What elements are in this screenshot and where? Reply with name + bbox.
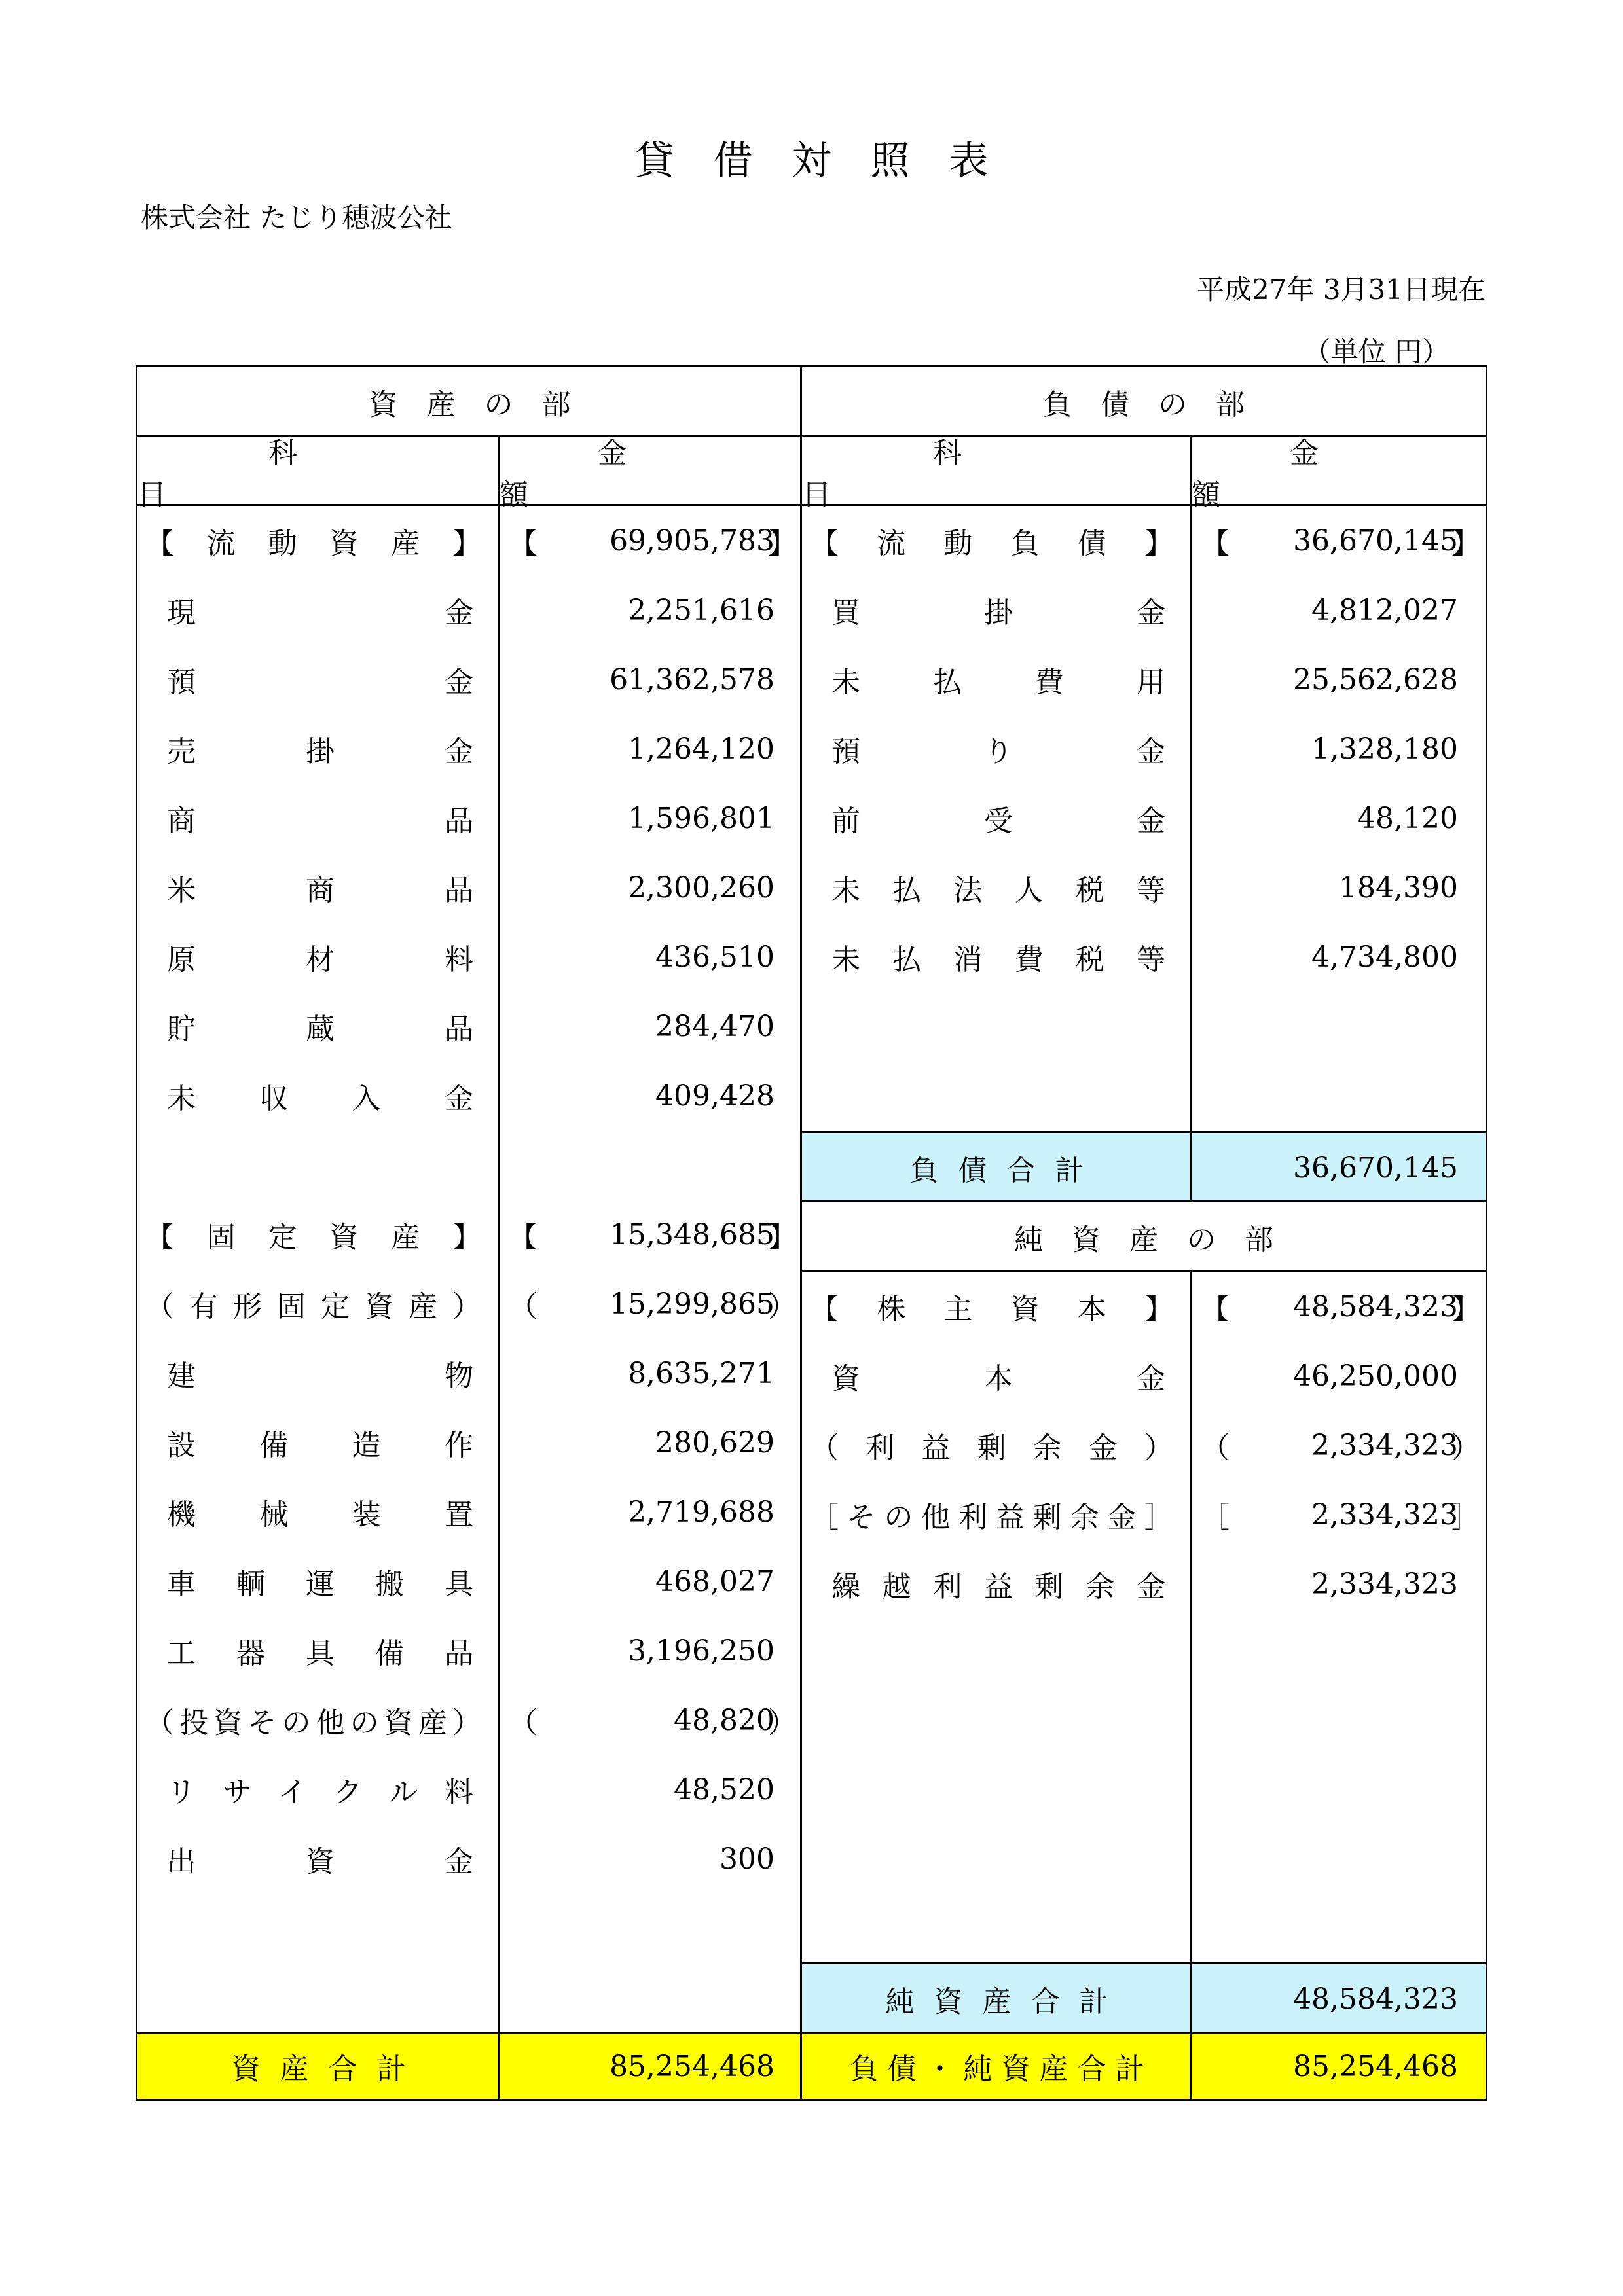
line-item-label <box>802 922 1192 992</box>
liabilities-net-assets-total-amount: 85,254,468 <box>1293 2049 1458 2083</box>
line-item-amount: 48,820 （ ） <box>500 1685 802 1755</box>
line-item-amount: 1,264,120 <box>628 732 775 766</box>
label-char: 余 <box>1032 1431 1062 1465</box>
label-char: 原 <box>167 943 196 977</box>
label-char: 人 <box>1014 874 1044 907</box>
label-char: 動 <box>268 527 297 560</box>
label-char: 用 <box>1136 666 1165 699</box>
amount-close-bracket: ］ <box>1451 1501 1480 1534</box>
amount-close-bracket: ） <box>1451 1431 1480 1465</box>
line-item-amount: 436,510 <box>655 940 775 974</box>
label-char: 未 <box>167 1082 196 1115</box>
amount-close-bracket: ） <box>768 1290 797 1323</box>
label-char: 掛 <box>984 596 1013 630</box>
line-item-label <box>802 853 1192 922</box>
unit-note: （単位 円） <box>1303 336 1450 368</box>
label-char: 他 <box>316 1706 345 1740</box>
label-char: 金 <box>445 1845 473 1878</box>
label-char: ［ <box>810 1501 839 1534</box>
net-assets-total-amount: 48,584,323 <box>1293 1982 1458 2016</box>
amount-open-bracket: （ <box>1201 1431 1230 1465</box>
label-char: 剰 <box>1032 1501 1062 1534</box>
label-char: 置 <box>444 1498 473 1532</box>
label-char: 払 <box>933 666 962 699</box>
label-char: 【 <box>145 527 174 560</box>
label-char: 具 <box>306 1637 335 1670</box>
label-char: 蔵 <box>306 1013 335 1046</box>
label-char: そ <box>847 1501 876 1534</box>
line-item-label <box>802 1480 1192 1549</box>
label-char: 品 <box>445 1637 473 1670</box>
company-name: 株式会社 たじり穂波公社 <box>141 202 452 234</box>
label-char: 現 <box>167 596 196 630</box>
label-char: 金 <box>444 1082 473 1115</box>
label-char: 収 <box>259 1082 289 1115</box>
line-item-amount: 468,027 <box>655 1564 775 1598</box>
label-char: 預 <box>167 666 196 699</box>
label-char: 等 <box>1136 943 1165 977</box>
line-item-label <box>802 714 1192 783</box>
label-char: 貯 <box>167 1013 196 1046</box>
label-char: 他 <box>921 1501 951 1534</box>
amount-open-bracket: （ <box>509 1290 538 1323</box>
label-char: 資 <box>384 1706 413 1740</box>
label-char: 米 <box>167 874 196 907</box>
line-item-amount: 3,196,250 <box>628 1634 775 1668</box>
label-char: の <box>350 1706 379 1740</box>
line-item-label <box>137 853 500 922</box>
assets-total-label: 資産合計 <box>231 2053 426 2086</box>
line-item-amount: 36,670,145 【 】 <box>1192 506 1486 575</box>
net-assets-total-label: 純資産合計 <box>885 1985 1128 2018</box>
line-item-label <box>137 1338 500 1408</box>
label-char: 出 <box>167 1845 196 1878</box>
label-char: 未 <box>831 874 860 907</box>
label-char: 動 <box>943 527 973 560</box>
label-char: 【 <box>145 1221 174 1254</box>
label-char: ］ <box>1144 1501 1173 1534</box>
label-char: 金 <box>1088 1431 1118 1465</box>
line-item-amount: 48,584,323 【 】 <box>1192 1272 1486 1341</box>
line-item-amount: 2,334,323 （ ） <box>1192 1410 1486 1480</box>
line-item-label <box>137 1130 500 1200</box>
label-char: 金 <box>1137 735 1165 768</box>
rule <box>137 504 1486 506</box>
label-char: 流 <box>206 527 236 560</box>
label-char: 未 <box>831 943 860 977</box>
label-char: り <box>984 735 1013 768</box>
label-char: 本 <box>1077 1293 1106 1326</box>
line-item-amount: 2,251,616 <box>628 593 775 627</box>
label-char: 機 <box>167 1498 196 1532</box>
document-title: 貸借対照表 <box>634 138 1028 184</box>
rule <box>137 435 1486 437</box>
line-item-amount: 46,250,000 <box>1293 1359 1458 1393</box>
label-char: 定 <box>268 1221 297 1254</box>
label-char: 余 <box>1070 1501 1099 1534</box>
label-char: 利 <box>933 1570 962 1604</box>
label-char: 定 <box>321 1290 350 1323</box>
label-char: 剰 <box>977 1431 1006 1465</box>
line-item-label <box>137 922 500 992</box>
label-char: リ <box>167 1776 196 1809</box>
label-char: 具 <box>445 1568 473 1601</box>
label-char: 品 <box>445 874 473 907</box>
label-char: ル <box>389 1776 418 1809</box>
label-char: 金 <box>1107 1501 1137 1534</box>
label-char: の <box>282 1706 311 1740</box>
line-item-amount <box>500 1130 802 1200</box>
rule <box>1190 437 1192 1202</box>
line-item-label <box>802 645 1192 714</box>
line-item-label <box>802 1549 1192 1619</box>
label-char: 費 <box>1014 943 1044 977</box>
label-char: 商 <box>306 874 335 907</box>
label-char: 産 <box>409 1290 437 1323</box>
label-char: 資 <box>1010 1293 1040 1326</box>
label-char: 資 <box>831 1362 860 1395</box>
label-char: イ <box>278 1776 307 1809</box>
label-char: 益 <box>921 1431 951 1465</box>
label-char: （ <box>145 1706 174 1740</box>
line-item-amount: 48,120 <box>1357 801 1458 835</box>
liabilities-amount-header: 金額 <box>1192 437 1417 512</box>
label-char: ） <box>1144 1431 1173 1465</box>
label-char: 消 <box>953 943 983 977</box>
label-char: 売 <box>167 735 196 768</box>
label-char: 固 <box>277 1290 306 1323</box>
label-char: 投 <box>179 1706 209 1740</box>
line-item-label <box>137 1477 500 1547</box>
label-char: 掛 <box>306 735 335 768</box>
rule <box>802 1131 1486 1133</box>
label-char: 負 <box>1010 527 1040 560</box>
label-char: ） <box>452 1290 481 1323</box>
label-char: 債 <box>1077 527 1106 560</box>
label-char: 買 <box>831 596 860 630</box>
label-char: 料 <box>445 943 473 977</box>
label-char: 物 <box>445 1359 473 1393</box>
label-char: 産 <box>418 1706 447 1740</box>
line-item-amount: 2,719,688 <box>628 1495 775 1529</box>
line-item-label <box>137 645 500 714</box>
assets-section-header: 資産の部 <box>369 388 600 422</box>
label-char: 品 <box>445 1013 473 1046</box>
label-char: 利 <box>958 1501 988 1534</box>
label-char: 等 <box>1136 874 1165 907</box>
line-item-amount: 4,734,800 <box>1311 940 1458 974</box>
label-char: 資 <box>213 1706 243 1740</box>
label-char: 株 <box>877 1293 906 1326</box>
label-char: 固 <box>206 1221 236 1254</box>
rule <box>498 437 500 2099</box>
line-item-amount: 15,299,865 （ ） <box>500 1269 802 1338</box>
label-char: 工 <box>167 1637 196 1670</box>
label-char: 金 <box>1137 596 1165 630</box>
label-char: 】 <box>452 1221 481 1254</box>
label-char: サ <box>222 1776 251 1809</box>
label-char: 利 <box>866 1431 895 1465</box>
label-char: そ <box>247 1706 277 1740</box>
liabilities-total-label: 負債合計 <box>909 1154 1104 1187</box>
label-char: 資 <box>329 527 359 560</box>
line-item-amount: 48,520 <box>674 1772 775 1806</box>
line-item-label <box>802 1341 1192 1410</box>
label-char: 前 <box>831 804 860 838</box>
liabilities-total-amount: 36,670,145 <box>1293 1151 1458 1185</box>
line-item-label <box>137 1685 500 1755</box>
line-item-amount: 300 <box>720 1842 775 1876</box>
amount-close-bracket: 】 <box>768 1221 797 1254</box>
line-item-amount: 284,470 <box>655 1009 775 1043</box>
label-char: 産 <box>391 1221 420 1254</box>
line-item-amount: 280,629 <box>655 1426 775 1460</box>
rule <box>802 1270 1486 1272</box>
label-char: 車 <box>167 1568 196 1601</box>
label-char: 搬 <box>375 1568 404 1601</box>
liabilities-section-header: 負債の部 <box>1043 388 1273 422</box>
label-char: 繰 <box>831 1570 860 1604</box>
line-item-label <box>137 1824 500 1893</box>
label-char: 械 <box>259 1498 289 1532</box>
label-char: 流 <box>877 527 906 560</box>
line-item-label <box>137 1061 500 1130</box>
amount-close-bracket: ） <box>768 1706 797 1740</box>
label-char: 税 <box>1075 874 1104 907</box>
line-item-label <box>137 1200 500 1269</box>
line-item-amount: 1,596,801 <box>628 801 775 835</box>
amount-close-bracket: 】 <box>768 527 797 560</box>
label-char: 益 <box>995 1501 1025 1534</box>
label-char: 形 <box>233 1290 262 1323</box>
label-char: 預 <box>831 735 860 768</box>
label-char: 金 <box>1137 1362 1165 1395</box>
label-char: ク <box>333 1776 363 1809</box>
label-char: 金 <box>1137 804 1165 838</box>
label-char: （ <box>145 1290 174 1323</box>
label-char: 】 <box>1144 1293 1173 1326</box>
rule <box>802 1962 1486 1964</box>
line-item-amount: 184,390 <box>1339 870 1458 905</box>
label-char: 余 <box>1085 1570 1115 1604</box>
label-char: 建 <box>167 1359 196 1393</box>
label-char: 入 <box>352 1082 381 1115</box>
line-item-label <box>137 992 500 1061</box>
line-item-amount: 15,348,685 【 】 <box>500 1200 802 1269</box>
rule <box>137 2032 1486 2034</box>
as-of-date: 平成27年 3月31日現在 <box>1197 274 1486 306</box>
label-char: 産 <box>391 527 420 560</box>
line-item-label <box>137 1269 500 1338</box>
label-char: 材 <box>306 943 335 977</box>
label-char: 備 <box>375 1637 404 1670</box>
label-char: ） <box>452 1706 481 1740</box>
label-char: 作 <box>444 1429 473 1462</box>
label-char: 】 <box>452 527 481 560</box>
line-item-amount: 4,812,027 <box>1311 593 1458 627</box>
line-item-amount: 61,362,578 <box>610 662 775 696</box>
label-char: 有 <box>189 1290 218 1323</box>
label-char: 設 <box>167 1429 196 1462</box>
label-char: 備 <box>259 1429 289 1462</box>
line-item-amount: 2,334,323 ［ ］ <box>1192 1480 1486 1549</box>
label-char: 資 <box>365 1290 393 1323</box>
line-item-label <box>802 1272 1192 1341</box>
label-char: 法 <box>953 874 983 907</box>
amount-close-bracket: 】 <box>1451 527 1480 560</box>
label-char: 輌 <box>236 1568 265 1601</box>
label-char: 料 <box>444 1776 473 1809</box>
label-char: 資 <box>329 1221 359 1254</box>
line-item-label <box>137 1408 500 1477</box>
line-item-label <box>802 575 1192 645</box>
label-char: 受 <box>984 804 1013 838</box>
line-item-label <box>802 783 1192 853</box>
label-char: 造 <box>352 1429 381 1462</box>
label-char: 剰 <box>1034 1570 1064 1604</box>
line-item-amount: 2,300,260 <box>628 870 775 905</box>
assets-amount-header: 金額 <box>500 437 725 512</box>
line-item-label <box>137 575 500 645</box>
line-item-amount: 1,328,180 <box>1311 732 1458 766</box>
line-item-label <box>137 1755 500 1824</box>
amount-open-bracket: 【 <box>1201 1293 1230 1326</box>
label-char: 未 <box>831 666 860 699</box>
label-char: 器 <box>236 1637 265 1670</box>
line-item-label <box>137 1547 500 1616</box>
balance-sheet-table <box>136 365 1487 2101</box>
assets-item-header: 科目 <box>137 437 428 512</box>
line-item-label <box>137 506 500 575</box>
label-char: 払 <box>892 874 922 907</box>
label-char: 【 <box>810 1293 839 1326</box>
line-item-label <box>137 714 500 783</box>
line-item-label <box>802 1410 1192 1480</box>
net-assets-section-header: 純資産の部 <box>1014 1223 1302 1257</box>
label-char: 金 <box>445 596 473 630</box>
amount-open-bracket: ［ <box>1201 1501 1230 1534</box>
line-item-label <box>137 783 500 853</box>
label-char: 資 <box>306 1845 335 1878</box>
line-item-amount: 25,562,628 <box>1293 662 1458 696</box>
amount-open-bracket: （ <box>509 1706 538 1740</box>
label-char: 払 <box>892 943 922 977</box>
line-item-amount: 409,428 <box>655 1079 775 1113</box>
line-item-amount: 69,905,783 【 】 <box>500 506 802 575</box>
label-char: 越 <box>882 1570 911 1604</box>
rule <box>800 367 802 2099</box>
line-item-amount: 2,334,323 <box>1311 1567 1458 1601</box>
amount-open-bracket: 【 <box>509 527 538 560</box>
label-char: 費 <box>1034 666 1064 699</box>
label-char: （ <box>810 1431 839 1465</box>
label-char: 品 <box>445 804 473 838</box>
label-char: の <box>884 1501 913 1534</box>
rule <box>1190 1272 1192 2099</box>
label-char: 金 <box>445 666 473 699</box>
liabilities-item-header: 科目 <box>802 437 1093 512</box>
label-char: 本 <box>984 1362 1013 1395</box>
amount-open-bracket: 【 <box>509 1221 538 1254</box>
rule <box>802 1200 1486 1202</box>
label-char: 商 <box>167 804 196 838</box>
line-item-label <box>802 506 1192 575</box>
label-char: 金 <box>1136 1570 1165 1604</box>
liabilities-net-assets-total-label: 負債・純資産合計 <box>849 2053 1154 2086</box>
assets-total-amount: 85,254,468 <box>610 2049 775 2083</box>
amount-open-bracket: 【 <box>1201 527 1230 560</box>
label-char: 税 <box>1075 943 1104 977</box>
label-char: 運 <box>306 1568 335 1601</box>
label-char: 装 <box>352 1498 381 1532</box>
line-item-label <box>137 1616 500 1685</box>
line-item-amount: 8,635,271 <box>628 1356 775 1390</box>
label-char: 【 <box>810 527 839 560</box>
label-char: 金 <box>445 735 473 768</box>
label-char: 】 <box>1144 527 1173 560</box>
label-char: 主 <box>943 1293 973 1326</box>
label-char: 益 <box>983 1570 1013 1604</box>
amount-close-bracket: 】 <box>1451 1293 1480 1326</box>
